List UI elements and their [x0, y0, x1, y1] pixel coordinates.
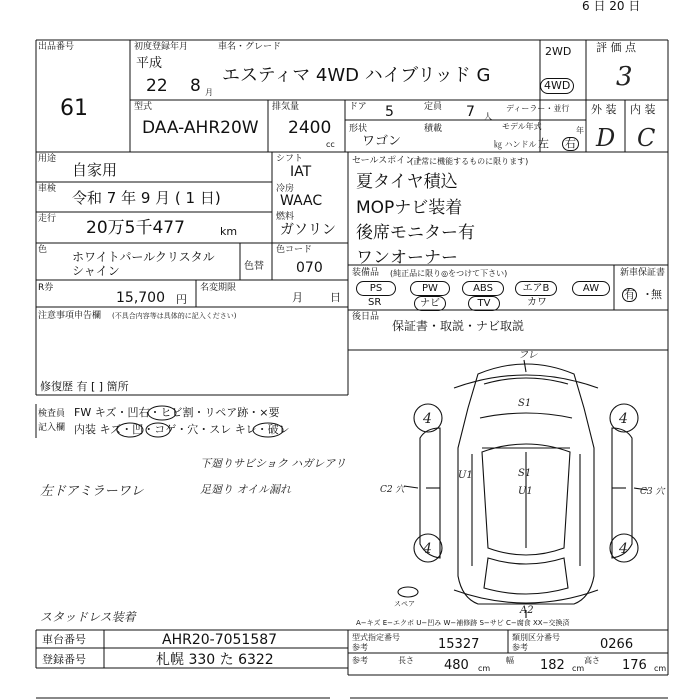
displacement: 2400 [288, 118, 332, 138]
first-reg-label: 初度登録年月 [134, 42, 189, 52]
model-grade-label: 車名・グレード [218, 42, 282, 52]
era: 平成 [136, 56, 163, 71]
equip-leather: カワ [527, 297, 547, 308]
recycle-label: 名変期限 [200, 283, 237, 293]
diag-tire-fl: 4 [423, 411, 432, 427]
selling-point-4: ワンオーナー [356, 248, 458, 268]
capacity: 7 [466, 104, 475, 120]
selling-point-3: 後席モニター有 [356, 223, 475, 243]
reg-month: 8 [190, 76, 201, 96]
note-right-2: 足廻り オイル漏れ [200, 483, 291, 496]
dealer-label: ディーラー・並行 [506, 104, 570, 113]
mileage: 20万5千477 [86, 218, 185, 238]
diag-c3-right: C3 穴 [640, 487, 665, 497]
notes-label: 注意事項申告欄 [38, 311, 102, 321]
model-name: エスティマ 4WD ハイブリッド G [222, 65, 491, 86]
diag-tire-rr: 4 [619, 541, 628, 557]
warranty-sep: ・ [642, 288, 653, 301]
color-change-label: 色替 [244, 261, 264, 272]
category-ref: 参考 [512, 643, 528, 652]
tax-amount: 15,700 [116, 290, 165, 306]
shape: ワゴン [362, 134, 402, 149]
diag-s1-mid: S1 [518, 468, 532, 479]
reg-number: 札幌 330 た 6322 [156, 652, 274, 668]
equip-navi-circled: ナビ [414, 296, 446, 311]
width-label: 幅 [506, 656, 514, 665]
model-code-label: 型式 [134, 102, 153, 112]
model-year-label: モデル年式 [502, 122, 542, 131]
handle-right-circled: 右 [562, 137, 579, 151]
usage-label: 用途 [38, 154, 57, 164]
chassis-number: AHR20-7051587 [162, 632, 278, 648]
recycle-month-unit: 月 [292, 291, 303, 304]
note-bottom: スタッドレス装着 [40, 610, 136, 624]
note-right-1: 下廻りサビショク ハガレアリ [200, 457, 346, 470]
diag-u1-mid: U1 [518, 486, 533, 497]
eval-score: 3 [616, 62, 633, 92]
rear-items-label: 後日品 [352, 312, 380, 322]
displacement-label: 排気量 [272, 102, 300, 112]
doors-label: ドア [349, 102, 367, 112]
date-corner: 6 日 20 日 [582, 0, 641, 13]
type-designation-label: 型式指定番号 [352, 633, 400, 642]
height-unit: cm [654, 664, 667, 673]
height-label: 高さ [584, 656, 600, 665]
notes-sub: (不具合内容等は具体的に記入ください) [112, 312, 237, 320]
shape-label: 形状 [349, 124, 368, 134]
category-label: 類別区分番号 [512, 633, 560, 642]
car-damage-diagram [380, 348, 668, 628]
color-name-line2: シャイン [72, 264, 120, 278]
reg-year: 22 [146, 76, 168, 96]
mileage-label: 走行 [38, 214, 57, 224]
equip-aw-circled: AW [572, 281, 610, 296]
usage: 自家用 [72, 161, 118, 179]
capacity-unit: 人 [484, 112, 492, 121]
inspector-label-1: 検査員 [38, 409, 66, 419]
color-name-line1: ホワイトパールクリスタル [72, 250, 215, 264]
diag-tire-fr: 4 [619, 411, 628, 427]
width: 182 [540, 658, 565, 673]
mileage-unit: km [220, 225, 238, 238]
width-unit: cm [572, 664, 585, 673]
selling-points-label: セールスポイント [352, 156, 424, 166]
month-unit: 月 [205, 88, 213, 97]
shift: IAT [290, 164, 312, 180]
selling-point-2: MOPナビ装着 [356, 198, 463, 218]
ac-label: 冷房 [276, 184, 295, 194]
inspection-expiry: 令和 7 年 9 月 ( 1 日) [72, 189, 221, 207]
diag-tire-rl: 4 [423, 541, 432, 557]
recycle-day-unit: 日 [330, 291, 341, 304]
ac: WAAC [280, 193, 323, 209]
equip-abs-circled: ABS [462, 281, 504, 296]
color-code: 070 [296, 260, 323, 276]
type-designation: 15327 [438, 637, 480, 652]
color-code-label: 色コード [276, 245, 313, 255]
warranty-yes-circled: 有 [624, 288, 635, 301]
fuel-label: 燃料 [276, 212, 295, 222]
model-year-unit: 年 [576, 126, 584, 135]
inspection-label: 車検 [38, 184, 57, 194]
reg-label: 登録番号 [42, 653, 86, 666]
equip-airbag-circled: エアB [515, 281, 557, 296]
warranty-no: 無 [651, 288, 662, 301]
diag-u1-left: U1 [458, 470, 473, 481]
diag-c2-left: C2 穴 [380, 485, 405, 495]
model-code: DAA-AHR20W [142, 118, 259, 138]
inspector-line-2: 内装 キズ・凹・コゲ・穴・スレ キレ・破レ [74, 423, 290, 436]
exterior-grade: D [596, 124, 616, 152]
load-label: 積載 [424, 124, 443, 134]
rear-items: 保証書・取説・ナビ取説 [392, 319, 525, 333]
drive-4wd-circled: 4WD [540, 78, 574, 94]
diag-a2-bottom: A2 [520, 605, 534, 616]
interior-grade: C [637, 124, 656, 152]
chassis-label: 車台番号 [42, 633, 86, 646]
capacity-label: 定員 [424, 102, 443, 112]
handle-left: 左 [538, 137, 549, 150]
equip-sr: SR [368, 297, 382, 308]
new-warranty-label: 新車保証書 [620, 268, 666, 278]
eval-label: 評 価 点 [596, 41, 636, 54]
equipment-label: 装備品 [352, 268, 380, 278]
tax-label: R券 [38, 283, 54, 293]
drive-2wd: 2WD [545, 45, 572, 58]
diag-spare: スペア [394, 600, 415, 608]
exterior-label: 外 装 [591, 103, 617, 116]
color-label: 色 [38, 245, 48, 255]
equipment-sub: (純正品に限り◎をつけて下さい) [390, 269, 508, 278]
fuel: ガソリン [280, 222, 336, 238]
type-designation-ref: 参考 [352, 643, 368, 652]
doors: 5 [385, 104, 394, 120]
tax-unit: 円 [176, 293, 187, 306]
equip-ps-circled: PS [356, 281, 396, 296]
category: 0266 [600, 637, 634, 652]
inspector-line-1: FW キズ・凹右・ヒビ割・リペア跡・×要 [74, 406, 280, 419]
diag-s1-top: S1 [518, 398, 532, 409]
handle-label: ㎏ ハンドル [494, 140, 537, 149]
selling-point-1: 夏タイヤ積込 [356, 172, 458, 192]
damage-legend: A−キズ E−エクボ U−凹み W−補修跡 S−サビ C−腐食 XX−交換済 [356, 619, 570, 627]
length-label: 長さ [398, 656, 414, 665]
lot-number: 61 [60, 96, 88, 121]
equip-pw-circled: PW [410, 281, 450, 296]
diag-top: フレ [518, 350, 538, 361]
length-unit: cm [478, 664, 491, 673]
inspector-label-2: 記入欄 [38, 423, 66, 433]
repair-history: 修復歴 有 [ ] 箇所 [40, 380, 129, 393]
length: 480 [444, 658, 469, 673]
length-ref: 参考 [352, 656, 368, 665]
displacement-unit: cc [326, 140, 335, 149]
lot-label: 出品番号 [38, 42, 75, 52]
selling-points-sub: (正常に機能するものに限ります) [410, 157, 529, 166]
interior-label: 内 装 [630, 103, 656, 116]
note-left: 左ドアミラーワレ [40, 484, 144, 499]
shift-label: シフト [276, 154, 304, 164]
height: 176 [622, 658, 647, 673]
equip-tv-circled: TV [468, 296, 500, 311]
